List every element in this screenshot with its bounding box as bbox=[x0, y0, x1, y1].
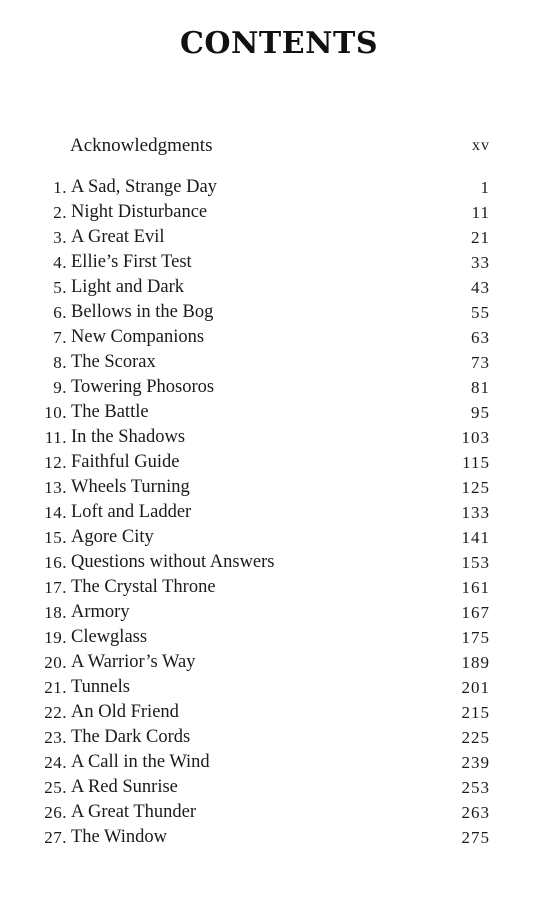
chapter-page-number: 239 bbox=[461, 753, 490, 772]
chapter-number: 21. bbox=[44, 678, 67, 697]
chapter-title: Agore City bbox=[71, 527, 154, 547]
chapter-page-number: 201 bbox=[461, 678, 490, 697]
chapter-entry bbox=[0, 502, 558, 527]
chapter-title: A Call in the Wind bbox=[71, 752, 210, 772]
chapter-entry bbox=[0, 302, 558, 327]
chapter-entry bbox=[0, 552, 558, 577]
chapter-number: 18. bbox=[44, 603, 67, 622]
chapter-entry bbox=[0, 677, 558, 702]
chapter-number: 16. bbox=[44, 553, 67, 572]
chapter-number: 11. bbox=[44, 428, 67, 447]
chapter-title: Faithful Guide bbox=[71, 452, 180, 472]
chapter-entry bbox=[0, 477, 558, 502]
chapter-number: 2. bbox=[53, 203, 67, 222]
chapter-entry bbox=[0, 427, 558, 452]
chapter-page-number: 125 bbox=[461, 478, 490, 497]
chapter-entry bbox=[0, 752, 558, 777]
chapter-number: 12. bbox=[44, 453, 67, 472]
chapter-number: 25. bbox=[44, 778, 67, 797]
chapter-title: A Warrior’s Way bbox=[71, 652, 196, 672]
chapter-number: 27. bbox=[44, 828, 67, 847]
chapter-title: Towering Phosoros bbox=[71, 377, 215, 397]
chapter-entry bbox=[0, 827, 558, 852]
front-matter-page: xv bbox=[472, 137, 490, 154]
chapter-page-number: 73 bbox=[471, 353, 490, 372]
page-title: CONTENTS bbox=[179, 26, 379, 61]
chapter-page-number: 175 bbox=[461, 628, 490, 647]
chapter-page-number: 33 bbox=[471, 253, 490, 272]
chapter-number: 23. bbox=[44, 728, 67, 747]
chapter-entry bbox=[0, 727, 558, 752]
chapter-title: A Great Thunder bbox=[71, 802, 197, 822]
chapter-page-number: 161 bbox=[461, 578, 490, 597]
chapter-entry bbox=[0, 202, 558, 227]
front-matter-entry bbox=[70, 135, 490, 159]
chapter-page-number: 11 bbox=[471, 203, 490, 222]
chapter-entry bbox=[0, 352, 558, 377]
chapter-page-number: 55 bbox=[471, 303, 490, 322]
chapter-title: Night Disturbance bbox=[71, 202, 208, 222]
chapter-page-number: 153 bbox=[461, 553, 490, 572]
chapter-title: Ellie’s First Test bbox=[71, 252, 192, 272]
chapter-entry bbox=[0, 577, 558, 602]
chapter-page-number: 189 bbox=[461, 653, 490, 672]
chapter-entry bbox=[0, 402, 558, 427]
chapter-number: 7. bbox=[53, 328, 67, 347]
chapter-page-number: 263 bbox=[461, 803, 490, 822]
chapter-title: The Crystal Throne bbox=[71, 577, 216, 597]
chapter-entry bbox=[0, 277, 558, 302]
chapter-entry bbox=[0, 702, 558, 727]
chapter-number: 20. bbox=[44, 653, 67, 672]
chapter-number: 14. bbox=[44, 503, 67, 522]
front-matter-title: Acknowledgments bbox=[70, 135, 213, 156]
chapter-page-number: 43 bbox=[471, 278, 490, 297]
chapter-title: Armory bbox=[71, 602, 130, 622]
chapter-number: 6. bbox=[53, 303, 67, 322]
chapter-number: 10. bbox=[44, 403, 67, 422]
chapter-title: An Old Friend bbox=[71, 702, 179, 722]
chapter-title: Tunnels bbox=[71, 677, 130, 697]
chapter-page-number: 275 bbox=[461, 828, 490, 847]
chapter-number: 15. bbox=[44, 528, 67, 547]
chapter-page-number: 133 bbox=[461, 503, 490, 522]
chapter-entry bbox=[0, 602, 558, 627]
chapter-title: Loft and Ladder bbox=[71, 502, 192, 522]
chapter-title: Wheels Turning bbox=[71, 477, 190, 497]
chapter-number: 26. bbox=[44, 803, 67, 822]
chapter-entry bbox=[0, 452, 558, 477]
chapter-title: The Dark Cords bbox=[71, 727, 191, 747]
chapter-entry bbox=[0, 327, 558, 352]
chapter-title: Questions without Answers bbox=[71, 552, 275, 572]
chapter-entry bbox=[0, 252, 558, 277]
chapter-title: New Companions bbox=[71, 327, 205, 347]
chapter-page-number: 115 bbox=[462, 453, 490, 472]
chapter-page-number: 95 bbox=[471, 403, 490, 422]
chapter-title: Light and Dark bbox=[71, 277, 185, 297]
chapter-number: 24. bbox=[44, 753, 67, 772]
chapter-entry bbox=[0, 227, 558, 252]
chapter-number: 9. bbox=[53, 378, 67, 397]
chapter-page-number: 81 bbox=[471, 378, 490, 397]
chapter-title: A Red Sunrise bbox=[71, 777, 178, 797]
chapter-page-number: 63 bbox=[471, 328, 490, 347]
chapter-list bbox=[0, 177, 558, 852]
chapter-title: Bellows in the Bog bbox=[71, 302, 214, 322]
chapter-page-number: 215 bbox=[461, 703, 490, 722]
chapter-page-number: 167 bbox=[461, 603, 490, 622]
chapter-entry bbox=[0, 177, 558, 202]
chapter-number: 4. bbox=[53, 253, 67, 272]
chapter-page-number: 225 bbox=[461, 728, 490, 747]
chapter-page-number: 1 bbox=[480, 178, 490, 197]
chapter-title: Clewglass bbox=[71, 627, 148, 647]
chapter-entry bbox=[0, 377, 558, 402]
chapter-page-number: 253 bbox=[461, 778, 490, 797]
chapter-number: 17. bbox=[44, 578, 67, 597]
chapter-number: 3. bbox=[53, 228, 67, 247]
chapter-title: The Scorax bbox=[71, 352, 156, 372]
chapter-page-number: 21 bbox=[471, 228, 490, 247]
chapter-number: 5. bbox=[53, 278, 67, 297]
chapter-entry bbox=[0, 652, 558, 677]
chapter-title: A Sad, Strange Day bbox=[71, 177, 217, 197]
chapter-number: 8. bbox=[53, 353, 67, 372]
chapter-entry bbox=[0, 777, 558, 802]
chapter-page-number: 103 bbox=[461, 428, 490, 447]
chapter-title: A Great Evil bbox=[71, 227, 165, 247]
chapter-entry bbox=[0, 627, 558, 652]
chapter-title: In the Shadows bbox=[71, 427, 186, 447]
chapter-entry bbox=[0, 527, 558, 552]
chapter-title: The Battle bbox=[71, 402, 149, 422]
chapter-title: The Window bbox=[71, 827, 168, 847]
chapter-entry bbox=[0, 802, 558, 827]
chapter-number: 19. bbox=[44, 628, 67, 647]
chapter-number: 22. bbox=[44, 703, 67, 722]
chapter-number: 1. bbox=[53, 178, 67, 197]
chapter-number: 13. bbox=[44, 478, 67, 497]
chapter-page-number: 141 bbox=[461, 528, 490, 547]
